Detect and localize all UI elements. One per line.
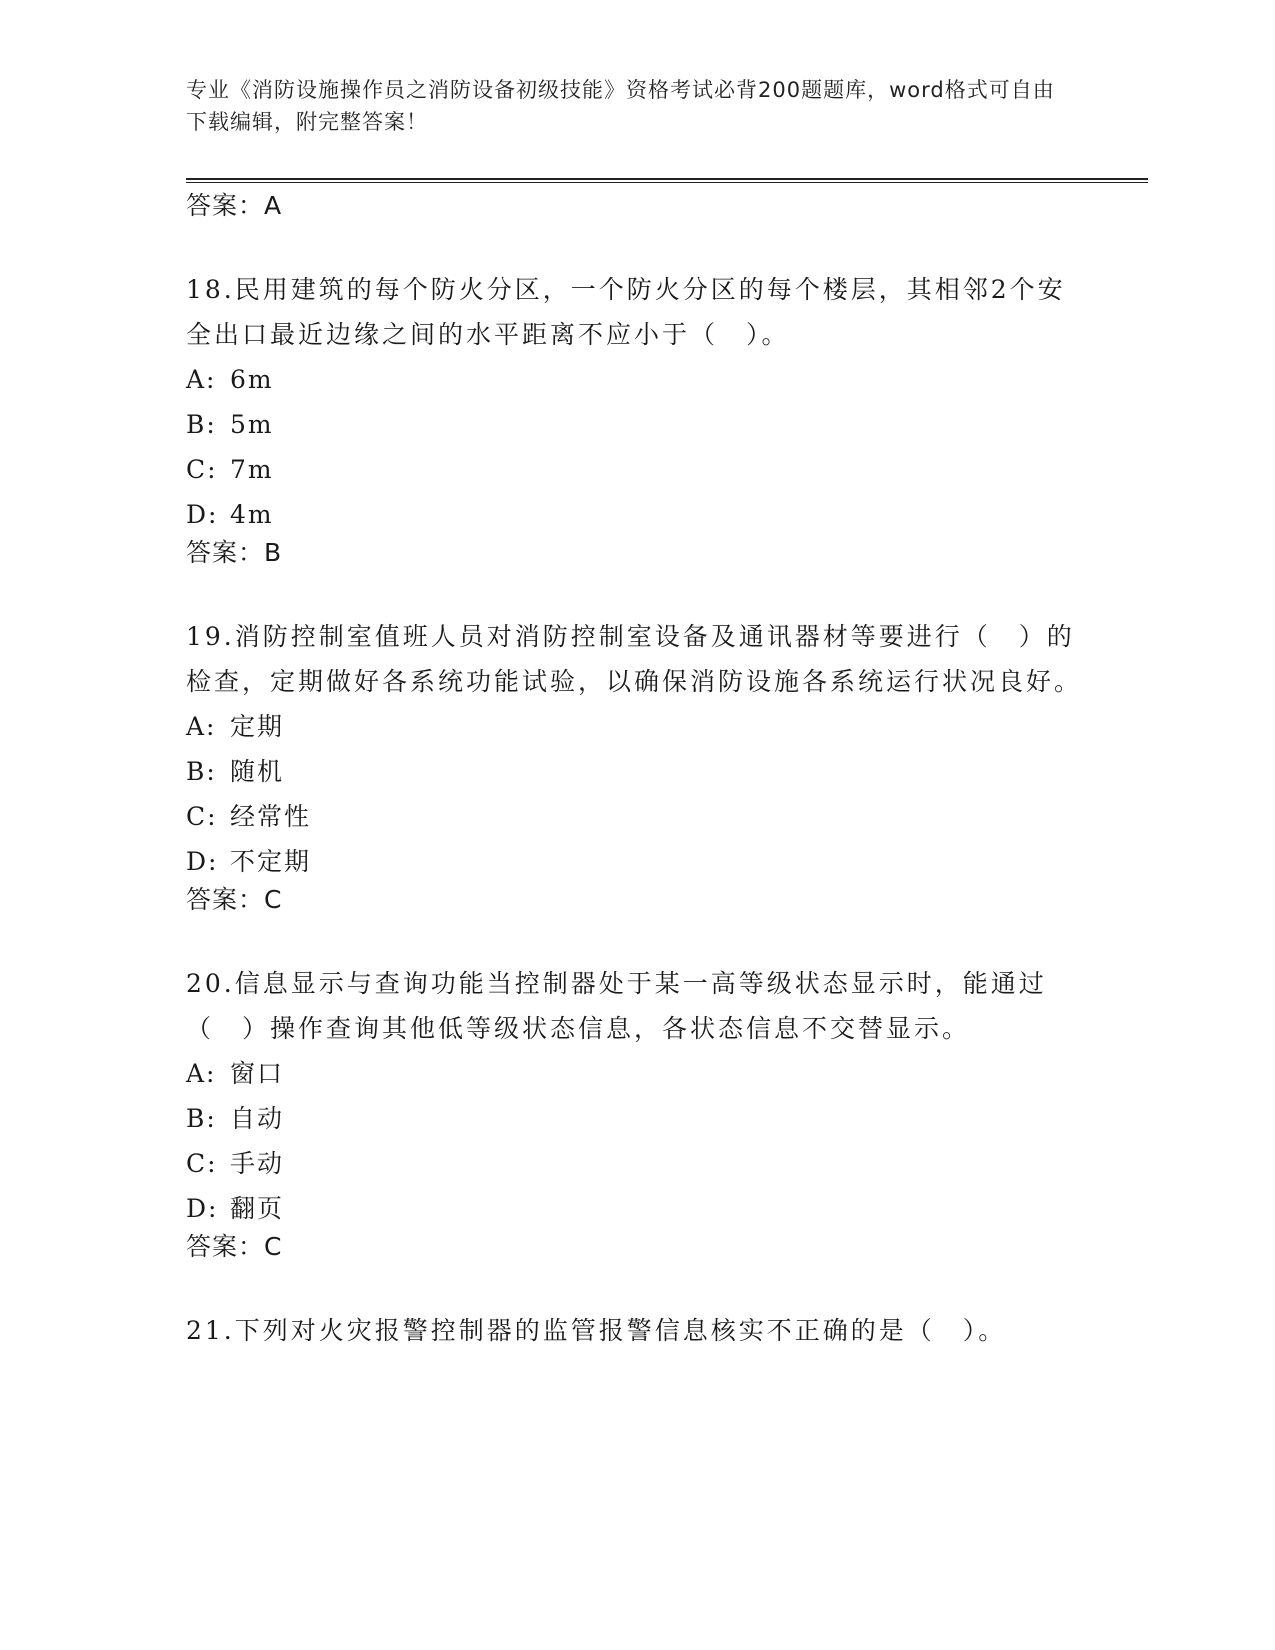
option-text: 5m	[230, 410, 274, 439]
option-d	[186, 492, 1086, 537]
answer-line: 答案：C	[186, 1232, 283, 1261]
option-text: 不定期	[230, 847, 312, 876]
option-key: C:	[186, 802, 218, 831]
answer-line: 答案：B	[186, 538, 283, 567]
question-stem: 19.消防控制室值班人员对消防控制室设备及通讯器材等要进行（ ）的检查，定期做好各系统功能试验，以确保消防设施各系统运行状况良好。	[186, 622, 1083, 696]
option-text: 窗口	[230, 1059, 285, 1088]
option-b	[186, 749, 1086, 794]
option-c	[186, 1141, 1086, 1186]
option-key: A:	[186, 712, 217, 741]
option-b	[186, 402, 1086, 447]
option-text: 翻页	[230, 1194, 285, 1223]
option-key: D:	[186, 500, 219, 529]
option-b	[186, 1096, 1086, 1141]
option-a	[186, 704, 1086, 749]
question-stem: 20.信息显示与查询功能当控制器处于某一高等级状态显示时，能通过（ ）操作查询其他低等级状态信息，各状态信息不交替显示。	[186, 969, 1047, 1043]
option-text: 4m	[230, 500, 274, 529]
option-a	[186, 357, 1086, 402]
document-header: 专业《消防设施操作员之消防设备初级技能》资格考试必背200题题库，word格式可自由下载编辑，附完整答案！	[186, 78, 1055, 134]
question-item	[186, 1308, 1086, 1353]
answer-line: 答案：A	[186, 191, 283, 220]
option-a	[186, 1051, 1086, 1096]
option-key: D:	[186, 847, 219, 876]
option-text: 手动	[230, 1149, 285, 1178]
option-c	[186, 794, 1086, 839]
option-text: 6m	[230, 365, 274, 394]
question-stem: 18.民用建筑的每个防火分区，一个防火分区的每个楼层，其相邻2个安全出口最近边缘之间的水平距离不应小于（ ）。	[186, 275, 1066, 349]
question-item	[186, 267, 1086, 569]
question-list	[186, 190, 1086, 1353]
question-item	[186, 961, 1086, 1263]
option-key: C:	[186, 455, 218, 484]
option-text: 定期	[230, 712, 285, 741]
option-d	[186, 839, 1086, 884]
question-stem: 21.下列对火灾报警控制器的监管报警信息核实不正确的是（ ）。	[186, 1316, 1007, 1345]
option-text: 经常性	[230, 802, 312, 831]
answer-line: 答案：C	[186, 885, 283, 914]
option-key: A:	[186, 1059, 217, 1088]
option-key: B:	[186, 757, 217, 786]
option-key: C:	[186, 1149, 218, 1178]
question-item	[186, 614, 1086, 916]
option-key: B:	[186, 410, 217, 439]
option-key: B:	[186, 1104, 217, 1133]
option-key: A:	[186, 365, 217, 394]
header-divider	[186, 178, 1148, 183]
option-key: D:	[186, 1194, 219, 1223]
option-c	[186, 447, 1086, 492]
option-text: 自动	[230, 1104, 285, 1133]
option-d	[186, 1186, 1086, 1231]
option-text: 7m	[230, 455, 274, 484]
option-text: 随机	[230, 757, 285, 786]
